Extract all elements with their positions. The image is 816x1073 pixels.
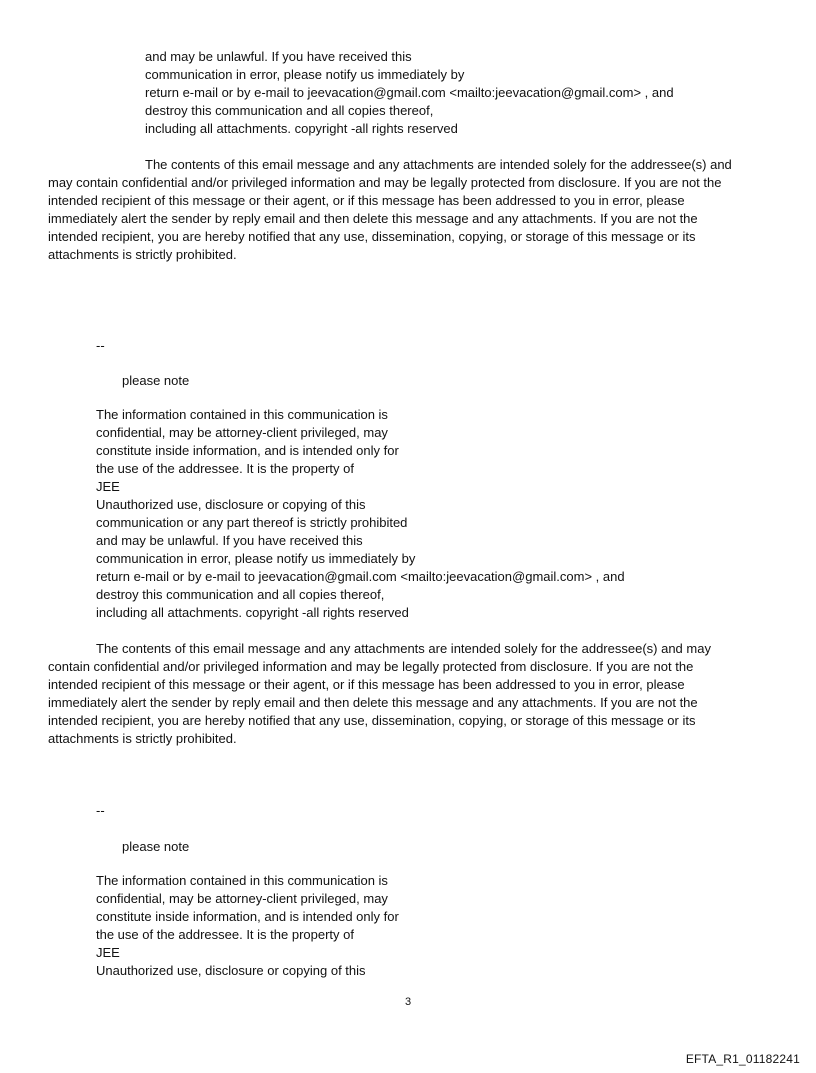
sig1-line: and may be unlawful. If you have received this (96, 533, 363, 548)
signature-separator: -- (96, 338, 105, 353)
sig1-line: JEE (96, 479, 120, 494)
page-number: 3 (404, 996, 412, 1008)
sig1-line: return e-mail or by e-mail to jeevacation@gmail.com <mailto:jeevacation@gmail.com> , and (96, 569, 625, 584)
sig2-line: confidential, may be attorney-client privileged, may (96, 891, 388, 906)
para1-line: may contain confidential and/or privileged information and may be legally protected from disclosure. If you are not the (48, 175, 722, 190)
block1-line: communication in error, please notify us immediately by (145, 67, 465, 82)
signature-separator: -- (96, 803, 105, 818)
block1-line: destroy this communication and all copies thereof, (145, 103, 434, 118)
para2-line: intended recipient of this message or their agent, or if this message has been addressed to you in error, please (48, 677, 685, 692)
para2-line: immediately alert the sender by reply email and then delete this message and any attachments. If you are not the (48, 695, 698, 710)
block1-line: including all attachments. copyright -all rights reserved (145, 121, 458, 136)
sig1-line: Unauthorized use, disclosure or copying of this (96, 497, 366, 512)
para2-line: contain confidential and/or privileged information and may be legally protected from disclosure. If you are not the (48, 659, 694, 674)
sig1-line: confidential, may be attorney-client privileged, may (96, 425, 388, 440)
para1-line: The contents of this email message and any attachments are intended solely for the addressee(s) and (145, 157, 732, 172)
sig2-line: JEE (96, 945, 120, 960)
para1-line: intended recipient of this message or their agent, or if this message has been addressed to you in error, please (48, 193, 685, 208)
para2-line: intended recipient, you are hereby notified that any use, dissemination, copying, or storage of this message or its (48, 713, 696, 728)
para1-line: intended recipient, you are hereby notified that any use, dissemination, copying, or storage of this message or its (48, 229, 696, 244)
sig1-line: communication in error, please notify us immediately by (96, 551, 416, 566)
note-heading: please note (122, 839, 190, 854)
sig1-line: communication or any part thereof is strictly prohibited (96, 515, 408, 530)
note-heading: please note (122, 373, 190, 388)
para1-line: immediately alert the sender by reply email and then delete this message and any attachments. If you are not the (48, 211, 698, 226)
sig2-line: The information contained in this communication is (96, 873, 388, 888)
sig1-line: the use of the addressee. It is the property of (96, 461, 354, 476)
para1-line: attachments is strictly prohibited. (48, 247, 237, 262)
sig1-line: destroy this communication and all copies thereof, (96, 587, 385, 602)
document-id: EFTA_R1_01182241 (685, 1052, 800, 1066)
para2-line: attachments is strictly prohibited. (48, 731, 237, 746)
block1-line: return e-mail or by e-mail to jeevacation@gmail.com <mailto:jeevacation@gmail.com> , and (145, 85, 674, 100)
sig2-line: the use of the addressee. It is the property of (96, 927, 354, 942)
para2-line: The contents of this email message and any attachments are intended solely for the addressee(s) and may (96, 641, 711, 656)
sig1-line: The information contained in this communication is (96, 407, 388, 422)
block1-line: and may be unlawful. If you have received this (145, 49, 412, 64)
sig2-line: constitute inside information, and is intended only for (96, 909, 399, 924)
sig2-line: Unauthorized use, disclosure or copying of this (96, 963, 366, 978)
sig1-line: constitute inside information, and is intended only for (96, 443, 399, 458)
sig1-line: including all attachments. copyright -all rights reserved (96, 605, 409, 620)
